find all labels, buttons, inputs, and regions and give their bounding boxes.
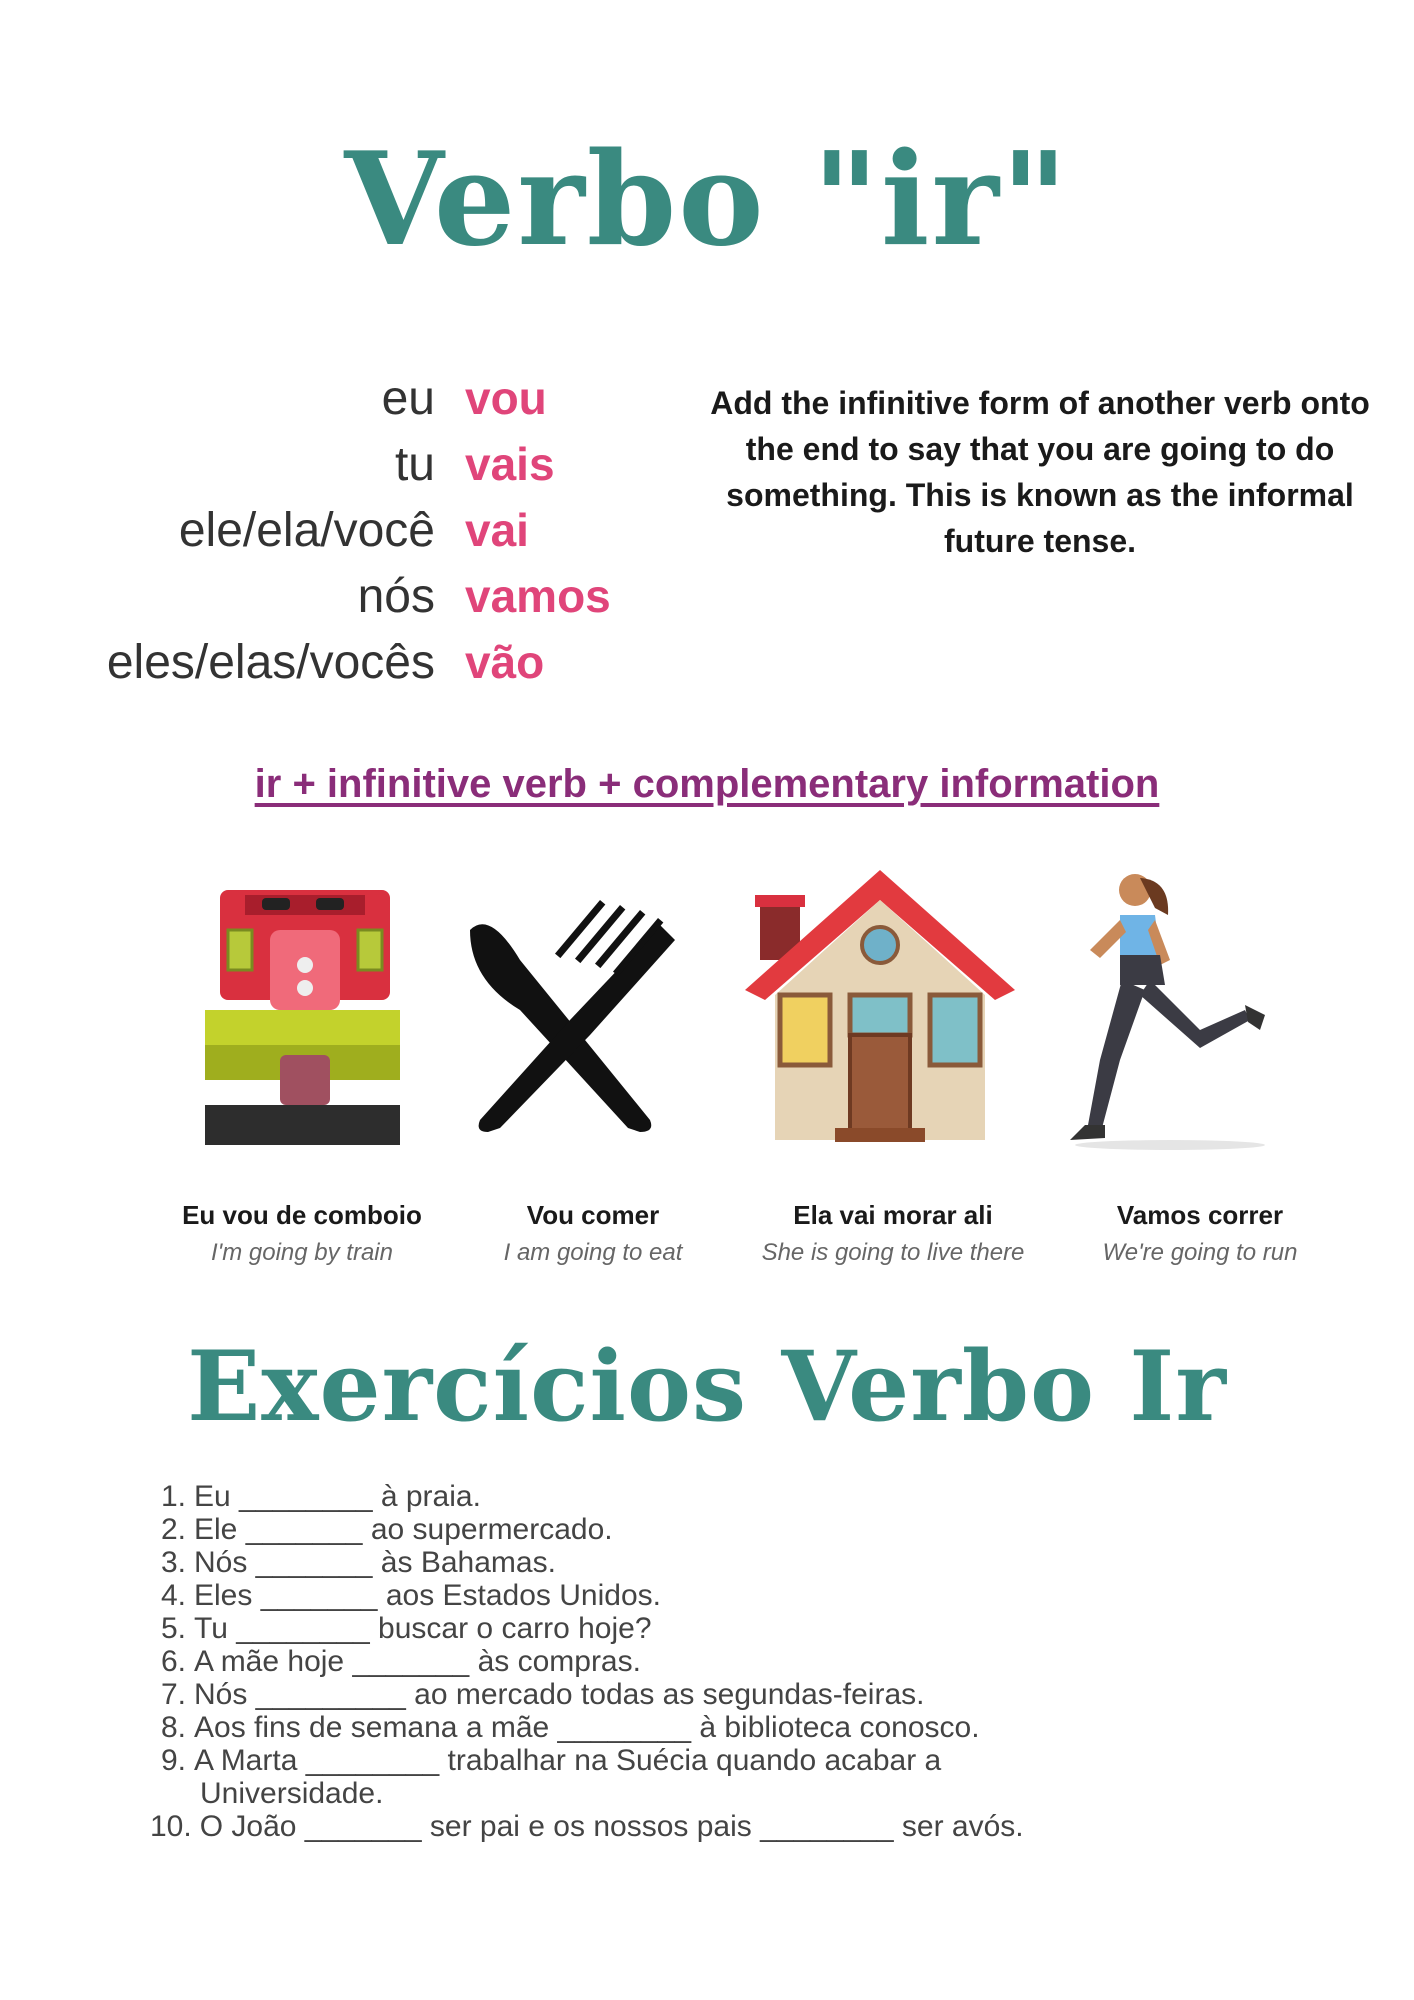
exercise-number: 6. xyxy=(160,1645,186,1678)
caption-portuguese: Eu vou de comboio xyxy=(182,1200,422,1230)
conjugation-row xyxy=(30,431,670,497)
exercise-number: 5. xyxy=(160,1612,186,1645)
conjugation-table xyxy=(30,365,670,695)
runner-icon xyxy=(1060,870,1280,1160)
exercise-item xyxy=(150,1480,1350,1513)
exercise-item xyxy=(150,1513,1350,1546)
caption-english: She is going to live there xyxy=(761,1239,1025,1266)
example-caption xyxy=(433,1200,753,1267)
exercise-item xyxy=(150,1612,1350,1645)
exercises-title: Exercícios Verbo Ir xyxy=(187,1330,1227,1443)
caption-portuguese: Vou comer xyxy=(526,1200,660,1230)
pronoun: eles/elas/vocês xyxy=(106,635,435,689)
exercise-item xyxy=(150,1546,1350,1579)
exercise-text: A Marta ________ trabalhar na Suécia quando acabar a xyxy=(194,1744,942,1777)
verb-form: vão xyxy=(465,636,545,688)
exercise-text: Universidade. xyxy=(200,1777,384,1810)
exercise-number: 7. xyxy=(160,1678,186,1711)
exercise-item xyxy=(150,1579,1350,1612)
exercise-number: 1. xyxy=(160,1480,186,1513)
example-caption xyxy=(142,1200,462,1267)
exercise-number: 9. xyxy=(160,1744,186,1777)
exercise-item-continuation xyxy=(150,1777,1350,1810)
exercise-text: Ele _______ ao supermercado. xyxy=(194,1513,613,1546)
example-captions xyxy=(0,1200,1414,1280)
exercise-item xyxy=(150,1678,1350,1711)
exercise-item xyxy=(150,1810,1350,1843)
pronoun: nós xyxy=(357,569,435,623)
exercise-text: Nós _______ às Bahamas. xyxy=(194,1546,556,1579)
caption-portuguese: Vamos correr xyxy=(1116,1200,1284,1230)
exercise-text: Aos fins de semana a mãe ________ à biblioteca conosco. xyxy=(194,1711,980,1744)
knife-fork-icon xyxy=(450,870,680,1160)
conjugation-row xyxy=(30,365,670,431)
pronoun: eu xyxy=(381,371,435,425)
verb-form: vamos xyxy=(465,570,611,622)
pronoun: ele/ela/você xyxy=(178,503,435,557)
formula-heading: ir + infinitive verb + complementary information xyxy=(254,762,1160,806)
exercise-item xyxy=(150,1744,1350,1777)
exercise-list xyxy=(150,1480,1350,1843)
example-illustrations xyxy=(160,870,1320,1170)
exercise-text: Eu ________ à praia. xyxy=(194,1480,481,1513)
page-title: Verbo "ir" xyxy=(344,125,1070,275)
exercise-text: Nós _________ ao mercado todas as segundas-feiras. xyxy=(194,1678,925,1711)
exercise-number: 3. xyxy=(160,1546,186,1579)
exercise-number: 4. xyxy=(160,1579,186,1612)
exercise-text: Tu ________ buscar o carro hoje? xyxy=(194,1612,652,1645)
verb-form: vou xyxy=(465,372,547,424)
exercise-number: 8. xyxy=(160,1711,186,1744)
explanation-text: Add the infinitive form of another verb onto the end to say that you are going to do something. This is known as the informal future tense. xyxy=(710,385,1370,559)
caption-english: We're going to run xyxy=(1102,1239,1298,1266)
caption-portuguese: Ela vai morar ali xyxy=(793,1200,993,1230)
exercise-text: Eles _______ aos Estados Unidos. xyxy=(194,1579,661,1612)
pronoun: tu xyxy=(394,437,435,491)
conjugation-row xyxy=(30,497,670,563)
exercise-number: 2. xyxy=(160,1513,186,1546)
exercise-number: 10. xyxy=(150,1810,192,1843)
exercise-item xyxy=(150,1645,1350,1678)
verb-form: vais xyxy=(465,438,555,490)
verb-form: vai xyxy=(465,504,529,556)
caption-english: I'm going by train xyxy=(210,1239,393,1266)
example-caption xyxy=(733,1200,1053,1267)
exercise-text: A mãe hoje _______ às compras. xyxy=(194,1645,641,1678)
exercise-item xyxy=(150,1711,1350,1744)
house-icon xyxy=(740,870,1020,1160)
caption-english: I am going to eat xyxy=(503,1239,683,1266)
train-icon xyxy=(200,870,400,1160)
exercise-text: O João _______ ser pai e os nossos pais ________ ser avós. xyxy=(199,1810,1024,1843)
conjugation-row xyxy=(30,629,670,695)
conjugation-row xyxy=(30,563,670,629)
example-caption xyxy=(1040,1200,1360,1267)
